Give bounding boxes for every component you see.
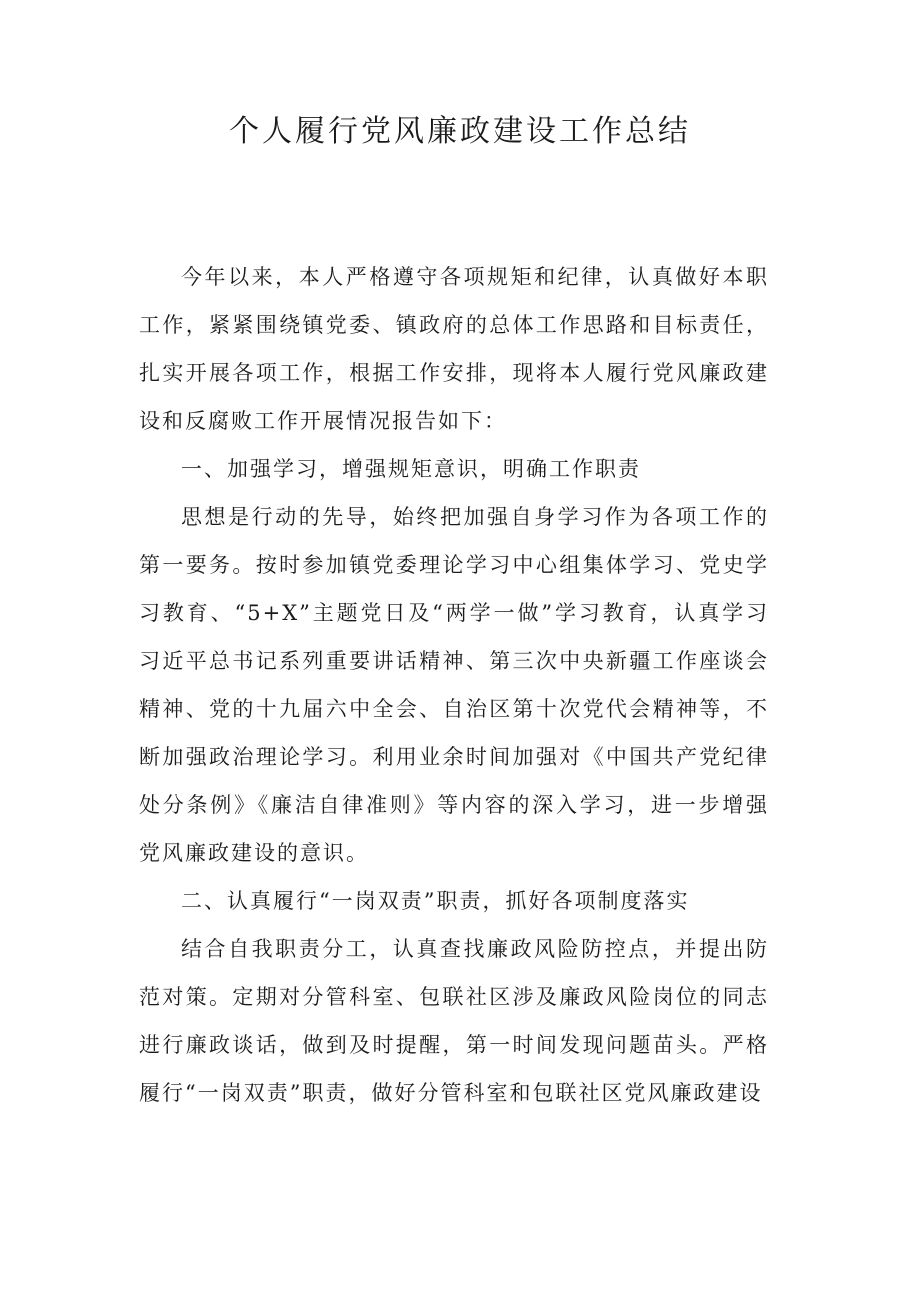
- section-heading-1: 一、加强学习，增强规矩意识，明确工作职责: [181, 457, 641, 481]
- document-title: 个人履行党风廉政建设工作总结: [229, 114, 691, 149]
- document-body: [139, 253, 769, 1117]
- section-heading-2: 二、认真履行“一岗双责”职责，抓好各项制度落实: [181, 889, 690, 913]
- section-1-paragraph: 思想是行动的先导，始终把加强自身学习作为各项工作的第一要务。按时参加镇党委理论学习中心组集体学习、党史学习教育、“5+X”主题党日及“两学一做”学习教育，认真学习习近平总书记系列重要讲话精神、第三次中央新疆工作座谈会精神、党的十九届六中全会、自治区第十次党代会精神等，不断加强政治理论学习。利用业余时间加强对《中国共产党纪律处分条例》《廉洁自律准则》等内容的深入学习，进一步增强党风廉政建设的意识。: [139, 505, 769, 865]
- section-2-paragraph: 结合自我职责分工，认真查找廉政风险防控点，并提出防范对策。定期对分管科室、包联社区涉及廉政风险岗位的同志进行廉政谈话，做到及时提醒，第一时间发现问题苗头。严格履行“一岗双责”职责，做好分管科室和包联社区党风廉政建设: [139, 937, 769, 1105]
- intro-paragraph: 今年以来，本人严格遵守各项规矩和纪律，认真做好本职工作，紧紧围绕镇党委、镇政府的总体工作思路和目标责任，扎实开展各项工作，根据工作安排，现将本人履行党风廉政建设和反腐败工作开展情况报告如下：: [139, 265, 769, 433]
